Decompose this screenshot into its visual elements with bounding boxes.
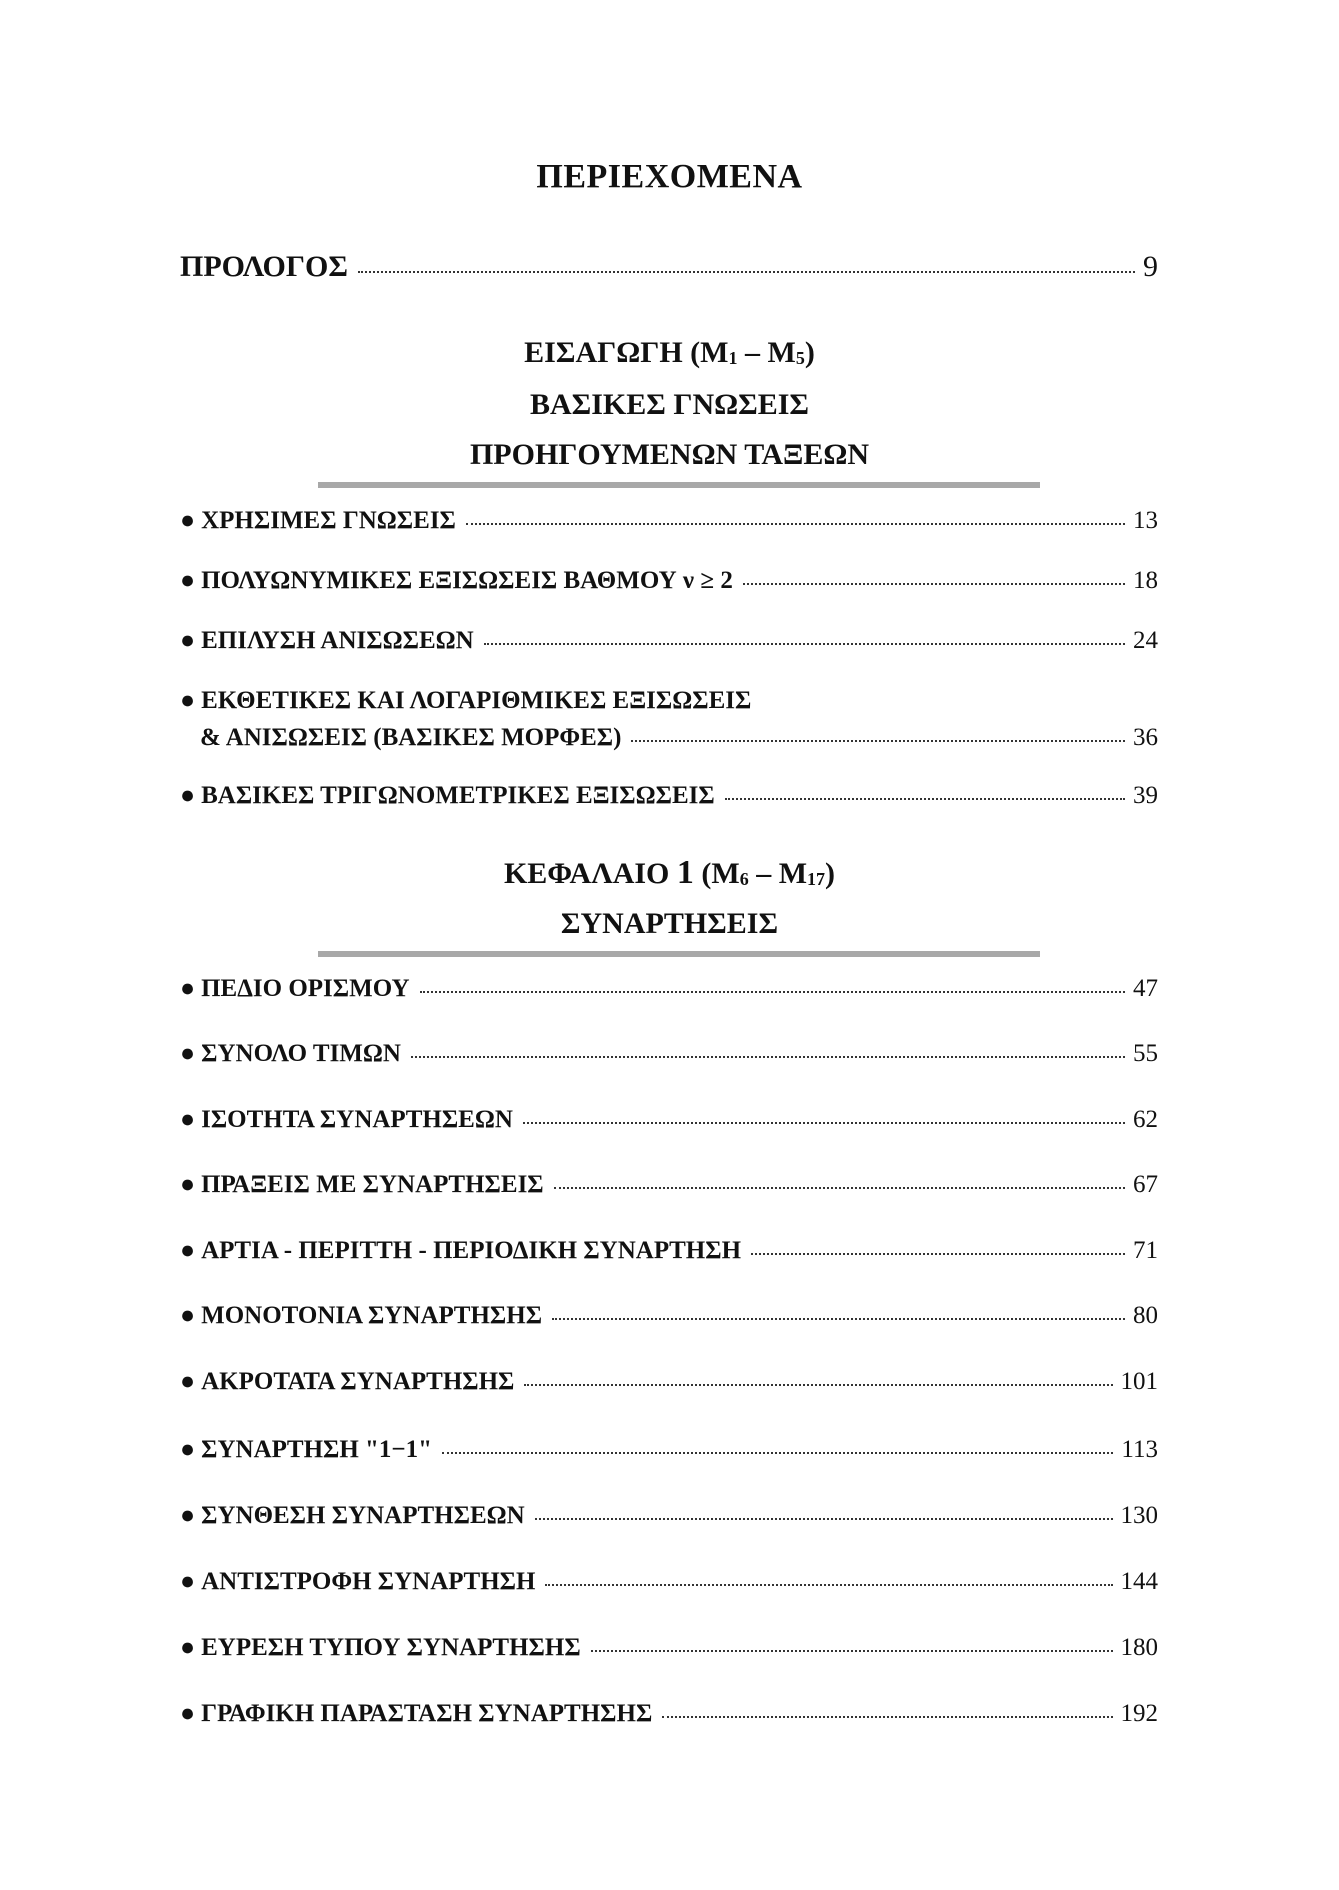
toc-entry-label bbox=[180, 507, 456, 535]
bullet-icon: ● bbox=[180, 687, 196, 714]
bullet-icon: ● bbox=[180, 1502, 196, 1529]
dot-leader bbox=[484, 642, 1125, 645]
dot-leader bbox=[662, 1715, 1112, 1718]
toc-entry-page: 9 bbox=[1143, 250, 1158, 283]
toc-entry-page: 67 bbox=[1133, 1171, 1158, 1198]
section-heading-chapter-1 bbox=[0, 848, 1339, 904]
toc-entry[interactable] bbox=[180, 507, 1158, 535]
toc-entry-label bbox=[180, 627, 474, 655]
toc-entry-label bbox=[180, 1568, 535, 1596]
section-heading-text: (Μ bbox=[701, 857, 740, 890]
toc-entry-page: 55 bbox=[1133, 1040, 1158, 1067]
toc-entry-text: ΠΕΔΙΟ ΟΡΙΣΜΟΥ bbox=[201, 975, 410, 1002]
toc-entry[interactable] bbox=[180, 1040, 1158, 1068]
toc-entry-text: ΠΟΛΥΩΝΥΜΙΚΕΣ ΕΞΙΣΩΣΕΙΣ ΒΑΘΜΟΥ ν ≥ 2 bbox=[201, 567, 733, 594]
toc-entry-label bbox=[180, 1302, 542, 1330]
toc-entry-page: 71 bbox=[1133, 1237, 1158, 1264]
toc-entry-page: 144 bbox=[1120, 1568, 1158, 1595]
toc-entry-first-line[interactable] bbox=[180, 687, 1158, 715]
toc-entry-text: ΒΑΣΙΚΕΣ ΤΡΙΓΩΝΟΜΕΤΡΙΚΕΣ ΕΞΙΣΩΣΕΙΣ bbox=[201, 782, 715, 809]
toc-entry-text: ΓΡΑΦΙΚΗ ΠΑΡΑΣΤΑΣΗ ΣΥΝΑΡΤΗΣΗΣ bbox=[201, 1700, 653, 1727]
toc-entry[interactable] bbox=[200, 724, 1158, 752]
toc-entry-page: 192 bbox=[1120, 1700, 1158, 1727]
toc-entry-page: 47 bbox=[1133, 975, 1158, 1002]
toc-entry-page: 24 bbox=[1133, 627, 1158, 654]
toc-entry-text: ΑΝΤΙΣΤΡΟΦΗ ΣΥΝΑΡΤΗΣΗ bbox=[201, 1568, 536, 1595]
dot-leader bbox=[751, 1252, 1125, 1255]
bullet-icon: ● bbox=[180, 1634, 196, 1661]
toc-entry-text: ΕΚΘΕΤΙΚΕΣ ΚΑΙ ΛΟΓΑΡΙΘΜΙΚΕΣ ΕΞΙΣΩΣΕΙΣ bbox=[201, 687, 752, 714]
toc-entry[interactable] bbox=[180, 1106, 1158, 1134]
toc-entry[interactable] bbox=[180, 627, 1158, 655]
toc-entry-label bbox=[180, 567, 733, 595]
toc-entry-label bbox=[180, 1106, 513, 1134]
toc-entry-text: ΑΡΤΙΑ - ΠΕΡΙΤΤΗ - ΠΕΡΙΟΔΙΚΗ ΣΥΝΑΡΤΗΣΗ bbox=[201, 1237, 742, 1264]
toc-entry[interactable] bbox=[180, 1502, 1158, 1530]
dot-leader bbox=[420, 990, 1125, 993]
toc-entry-label: & ΑΝΙΣΩΣΕΙΣ (ΒΑΣΙΚΕΣ ΜΟΡΦΕΣ) bbox=[200, 724, 622, 751]
dot-leader bbox=[466, 522, 1125, 525]
dot-leader bbox=[554, 1186, 1125, 1189]
toc-entry-label bbox=[180, 1700, 652, 1728]
toc-entry[interactable] bbox=[180, 1436, 1158, 1464]
toc-entry-label bbox=[180, 1634, 581, 1662]
chapter-number: 1 bbox=[676, 854, 694, 891]
section-divider bbox=[318, 482, 1040, 488]
toc-entry[interactable] bbox=[180, 1700, 1158, 1728]
section-heading-text: – Μ bbox=[737, 336, 796, 369]
toc-entry-page: 18 bbox=[1133, 567, 1158, 594]
dot-leader bbox=[743, 582, 1125, 585]
toc-entry-text: ΑΚΡΟΤΑΤΑ ΣΥΝΑΡΤΗΣΗΣ bbox=[201, 1368, 515, 1395]
dot-leader bbox=[523, 1121, 1125, 1124]
section-heading-text: ΚΕΦΑΛΑΙΟ bbox=[503, 857, 670, 890]
dot-leader bbox=[358, 270, 1135, 273]
section-heading-text: ΕΙΣΑΓΩΓΗ (Μ bbox=[524, 336, 729, 369]
toc-entry-text: ΣΥΝΑΡΤΗΣΗ "1−1" bbox=[201, 1436, 433, 1463]
dot-leader bbox=[535, 1517, 1113, 1520]
subscript: 6 bbox=[739, 869, 749, 889]
toc-entry-label bbox=[180, 1171, 544, 1199]
section-heading-text: ) bbox=[804, 336, 815, 369]
toc-entry-label bbox=[180, 1237, 741, 1265]
dot-leader bbox=[442, 1451, 1113, 1454]
bullet-icon: ● bbox=[180, 1302, 196, 1329]
section-heading-intro bbox=[0, 328, 1339, 383]
toc-entry-text: ΙΣΟΤΗΤΑ ΣΥΝΑΡΤΗΣΕΩΝ bbox=[201, 1106, 513, 1133]
toc-entry[interactable] bbox=[180, 1302, 1158, 1330]
section-heading-text: ) bbox=[825, 857, 836, 890]
bullet-icon: ● bbox=[180, 1171, 196, 1198]
toc-entry-page: 101 bbox=[1120, 1368, 1158, 1395]
bullet-icon: ● bbox=[180, 1700, 196, 1727]
subscript: 1 bbox=[728, 348, 738, 368]
dot-leader bbox=[591, 1649, 1113, 1652]
subscript: 5 bbox=[795, 348, 805, 368]
dot-leader bbox=[524, 1383, 1112, 1386]
bullet-icon: ● bbox=[180, 507, 196, 534]
bullet-icon: ● bbox=[180, 975, 196, 1002]
toc-entry-label bbox=[180, 1436, 432, 1464]
toc-entry-label bbox=[180, 975, 410, 1003]
bullet-icon: ● bbox=[180, 1237, 196, 1264]
toc-entry-text: ΠΡΑΞΕΙΣ ΜΕ ΣΥΝΑΡΤΗΣΕΙΣ bbox=[201, 1171, 544, 1198]
toc-entry-page: 80 bbox=[1133, 1302, 1158, 1329]
toc-entry-text: ΕΠΙΛΥΣΗ ΑΝΙΣΩΣΕΩΝ bbox=[201, 627, 474, 654]
page-title: ΠΕΡΙΕΧΟΜΕΝΑ bbox=[536, 158, 803, 195]
bullet-icon: ● bbox=[180, 782, 196, 809]
toc-entry-text: ΜΟΝΟΤΟΝΙΑ ΣΥΝΑΡΤΗΣΗΣ bbox=[201, 1302, 543, 1329]
toc-entry-page: 180 bbox=[1120, 1634, 1158, 1661]
subscript: 17 bbox=[807, 869, 826, 889]
toc-entry-label bbox=[180, 1040, 401, 1068]
toc-entry-text: ΕΥΡΕΣΗ ΤΥΠΟΥ ΣΥΝΑΡΤΗΣΗΣ bbox=[201, 1634, 581, 1661]
dot-leader bbox=[545, 1583, 1112, 1586]
toc-entry[interactable] bbox=[180, 1171, 1158, 1199]
toc-entry-page: 13 bbox=[1133, 507, 1158, 534]
toc-entry[interactable] bbox=[180, 1634, 1158, 1662]
toc-entry[interactable] bbox=[180, 567, 1158, 595]
toc-entry-label: ΠΡΟΛΟΓΟΣ bbox=[180, 250, 348, 283]
bullet-icon: ● bbox=[180, 1568, 196, 1595]
toc-entry[interactable] bbox=[180, 1568, 1158, 1596]
toc-entry-page: 39 bbox=[1133, 782, 1158, 809]
section-heading-text: – Μ bbox=[748, 857, 808, 890]
section-subheading: ΠΡΟΗΓΟΥΜΕΝΩΝ ΤΑΞΕΩΝ bbox=[469, 438, 870, 471]
section-subheading: ΒΑΣΙΚΕΣ ΓΝΩΣΕΙΣ bbox=[529, 388, 810, 421]
toc-entry-page: 62 bbox=[1133, 1106, 1158, 1133]
dot-leader bbox=[552, 1317, 1125, 1320]
toc-entry-prologue[interactable] bbox=[180, 250, 1158, 284]
toc-entry-page: 113 bbox=[1121, 1436, 1158, 1463]
bullet-icon: ● bbox=[180, 1436, 196, 1463]
bullet-icon: ● bbox=[180, 1106, 196, 1133]
toc-entry-page: 36 bbox=[1133, 724, 1158, 751]
toc-entry-label bbox=[180, 1502, 525, 1530]
toc-entry-page: 130 bbox=[1120, 1502, 1158, 1529]
toc-entry[interactable] bbox=[180, 1368, 1158, 1396]
toc-entry-text: ΣΥΝΟΛΟ ΤΙΜΩΝ bbox=[201, 1040, 401, 1067]
toc-entry-label bbox=[180, 1368, 514, 1396]
dot-leader bbox=[631, 739, 1125, 742]
bullet-icon: ● bbox=[180, 1040, 196, 1067]
section-divider bbox=[318, 951, 1040, 957]
toc-entry[interactable] bbox=[180, 975, 1158, 1003]
dot-leader bbox=[411, 1055, 1125, 1058]
section-subheading: ΣΥΝΑΡΤΗΣΕΙΣ bbox=[560, 907, 779, 940]
toc-entry-text: ΧΡΗΣΙΜΕΣ ΓΝΩΣΕΙΣ bbox=[201, 507, 456, 534]
toc-entry-text: ΣΥΝΘΕΣΗ ΣΥΝΑΡΤΗΣΕΩΝ bbox=[201, 1502, 525, 1529]
bullet-icon: ● bbox=[180, 567, 196, 594]
toc-entry[interactable] bbox=[180, 782, 1158, 810]
toc-entry[interactable] bbox=[180, 1237, 1158, 1265]
dot-leader bbox=[725, 797, 1125, 800]
bullet-icon: ● bbox=[180, 1368, 196, 1395]
toc-entry-label bbox=[180, 687, 751, 715]
toc-entry-label bbox=[180, 782, 715, 810]
bullet-icon: ● bbox=[180, 627, 196, 654]
